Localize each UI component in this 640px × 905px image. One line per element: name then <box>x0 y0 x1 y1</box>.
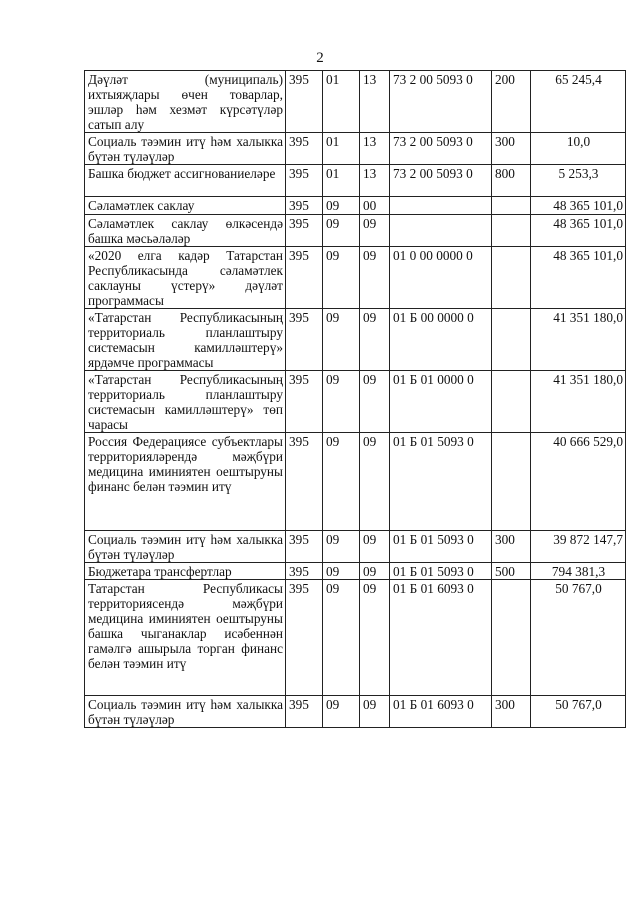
row-target-article: 01 Б 01 0000 0 <box>390 371 492 433</box>
row-name: «2020 елга кадәр Татарстан Республикасында сәламәтлек саклауны үстерү» дәүләт программасы <box>85 247 286 309</box>
row-target-article: 73 2 00 5093 0 <box>390 165 492 197</box>
row-ministry: 395 <box>286 165 323 197</box>
table-row <box>85 371 626 433</box>
row-target-article <box>390 215 492 247</box>
row-subsection: 13 <box>360 71 390 133</box>
row-expense-type: 500 <box>492 563 531 580</box>
row-subsection: 09 <box>360 309 390 371</box>
row-ministry: 395 <box>286 133 323 165</box>
row-name: Социаль тәэмин итү һәм халыкка бүтән түләүләр <box>85 531 286 563</box>
row-expense-type <box>492 197 531 215</box>
row-subsection: 09 <box>360 563 390 580</box>
row-name: Россия Федерациясе субъектлары территорияләрендә мәҗбүри медицина иминиятен оештыруны финанс белән тәэмин итү <box>85 433 286 531</box>
row-expense-type <box>492 215 531 247</box>
table-row <box>85 247 626 309</box>
row-subsection: 09 <box>360 215 390 247</box>
row-expense-type <box>492 309 531 371</box>
row-target-article <box>390 197 492 215</box>
table-row <box>85 165 626 197</box>
row-sum: 65 245,4 <box>531 71 626 133</box>
table-row <box>85 696 626 728</box>
row-target-article: 01 Б 01 5093 0 <box>390 563 492 580</box>
budget-table <box>84 70 626 728</box>
row-name: Бюджетара трансфертлар <box>85 563 286 580</box>
row-subsection: 09 <box>360 531 390 563</box>
table-row <box>85 580 626 696</box>
row-sum: 50 767,0 <box>531 696 626 728</box>
row-sum: 41 351 180,0 <box>531 371 626 433</box>
table-row <box>85 531 626 563</box>
row-ministry: 395 <box>286 197 323 215</box>
row-section: 09 <box>323 309 360 371</box>
table-row <box>85 433 626 531</box>
row-section: 09 <box>323 197 360 215</box>
row-section: 09 <box>323 247 360 309</box>
row-target-article: 01 Б 01 5093 0 <box>390 433 492 531</box>
row-expense-type: 800 <box>492 165 531 197</box>
row-subsection: 13 <box>360 133 390 165</box>
table-row <box>85 71 626 133</box>
row-subsection: 00 <box>360 197 390 215</box>
row-name: «Татарстан Республикасының территориаль планлаштыру системасын камилләштерү» ярдәмче программасы <box>85 309 286 371</box>
row-section: 09 <box>323 433 360 531</box>
row-sum: 10,0 <box>531 133 626 165</box>
row-section: 09 <box>323 580 360 696</box>
row-target-article: 01 Б 00 0000 0 <box>390 309 492 371</box>
row-sum: 48 365 101,0 <box>531 215 626 247</box>
row-sum: 40 666 529,0 <box>531 433 626 531</box>
row-section: 01 <box>323 165 360 197</box>
row-name: Дәүләт (муниципаль) ихтыяҗлары өчен товарлар, эшләр һәм хезмәт күрсәтүләр сатып алу <box>85 71 286 133</box>
row-sum: 48 365 101,0 <box>531 247 626 309</box>
row-expense-type <box>492 580 531 696</box>
row-expense-type <box>492 247 531 309</box>
row-ministry: 395 <box>286 215 323 247</box>
row-sum: 5 253,3 <box>531 165 626 197</box>
row-name: Башка бюджет ассигнованиеләре <box>85 165 286 197</box>
row-section: 09 <box>323 696 360 728</box>
row-name: Социаль тәэмин итү һәм халыкка бүтән түләүләр <box>85 696 286 728</box>
row-ministry: 395 <box>286 433 323 531</box>
row-name: «Татарстан Республикасының территориаль планлаштыру системасын камилләштерү» төп чарасы <box>85 371 286 433</box>
row-expense-type: 300 <box>492 696 531 728</box>
table-row <box>85 215 626 247</box>
row-ministry: 395 <box>286 71 323 133</box>
row-target-article: 01 Б 01 5093 0 <box>390 531 492 563</box>
row-ministry: 395 <box>286 247 323 309</box>
table-row <box>85 133 626 165</box>
row-sum: 50 767,0 <box>531 580 626 696</box>
row-expense-type <box>492 433 531 531</box>
row-ministry: 395 <box>286 696 323 728</box>
row-target-article: 01 0 00 0000 0 <box>390 247 492 309</box>
row-ministry: 395 <box>286 531 323 563</box>
row-subsection: 13 <box>360 165 390 197</box>
row-ministry: 395 <box>286 371 323 433</box>
row-section: 09 <box>323 371 360 433</box>
table-row <box>85 563 626 580</box>
row-name: Сәламәтлек саклау <box>85 197 286 215</box>
row-subsection: 09 <box>360 580 390 696</box>
row-target-article: 01 Б 01 6093 0 <box>390 580 492 696</box>
row-target-article: 01 Б 01 6093 0 <box>390 696 492 728</box>
row-expense-type: 300 <box>492 133 531 165</box>
row-subsection: 09 <box>360 433 390 531</box>
row-subsection: 09 <box>360 371 390 433</box>
row-subsection: 09 <box>360 696 390 728</box>
row-target-article: 73 2 00 5093 0 <box>390 133 492 165</box>
row-section: 09 <box>323 531 360 563</box>
row-section: 01 <box>323 71 360 133</box>
row-sum: 794 381,3 <box>531 563 626 580</box>
row-target-article: 73 2 00 5093 0 <box>390 71 492 133</box>
row-ministry: 395 <box>286 563 323 580</box>
row-expense-type: 200 <box>492 71 531 133</box>
row-section: 01 <box>323 133 360 165</box>
row-ministry: 395 <box>286 309 323 371</box>
row-name: Татарстан Республикасы территориясендә мәҗбүри медицина иминиятен оештыруны башка чыганаклар исәбеннән гамәлгә ашырыла торган финанс белән тәэмин итү <box>85 580 286 696</box>
table-row <box>85 197 626 215</box>
row-sum: 41 351 180,0 <box>531 309 626 371</box>
row-ministry: 395 <box>286 580 323 696</box>
row-name: Социаль тәэмин итү һәм халыкка бүтән түләүләр <box>85 133 286 165</box>
row-sum: 39 872 147,7 <box>531 531 626 563</box>
row-section: 09 <box>323 563 360 580</box>
row-expense-type: 300 <box>492 531 531 563</box>
row-sum: 48 365 101,0 <box>531 197 626 215</box>
table-row <box>85 309 626 371</box>
row-name: Сәламәтлек саклау өлкәсендә башка мәсьәләләр <box>85 215 286 247</box>
row-expense-type <box>492 371 531 433</box>
page-number: 2 <box>316 50 324 66</box>
row-section: 09 <box>323 215 360 247</box>
row-subsection: 09 <box>360 247 390 309</box>
